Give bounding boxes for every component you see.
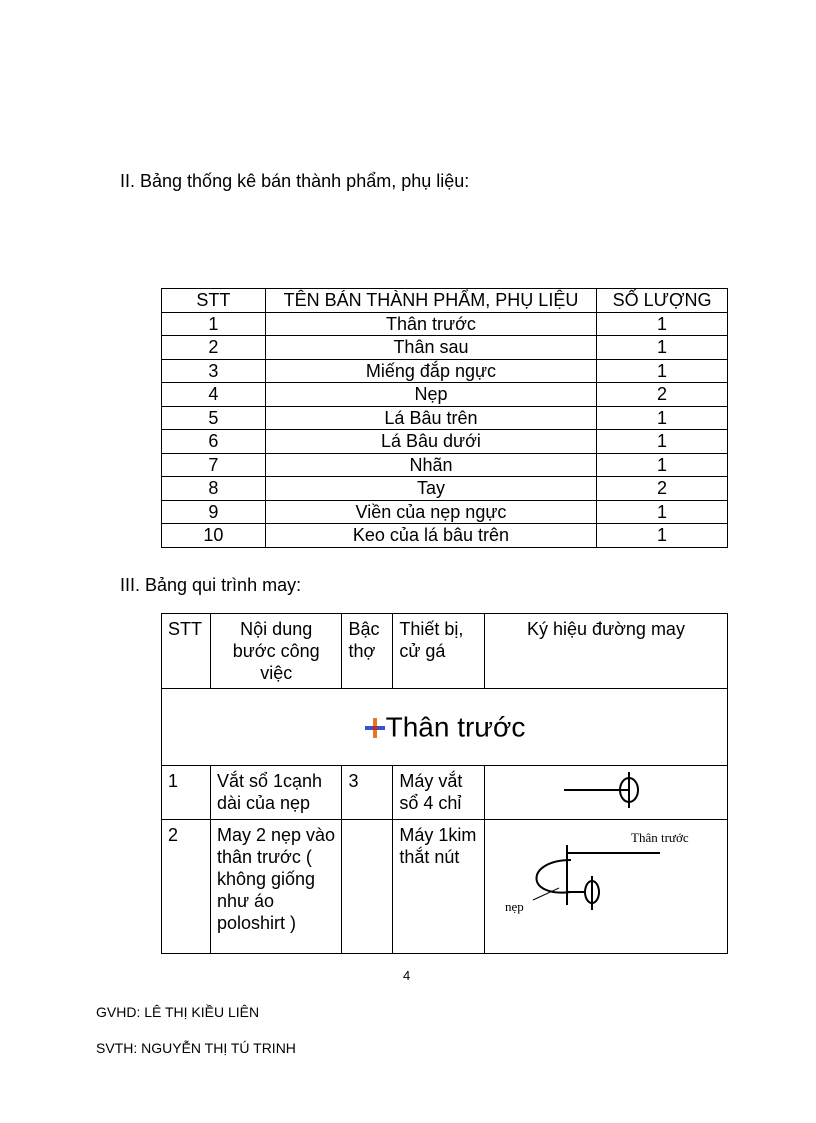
cell-qty: 1 <box>597 500 728 524</box>
cell-symbol <box>484 820 727 954</box>
bullet-icon <box>364 717 386 739</box>
table-row <box>162 359 728 383</box>
cell-qty: 1 <box>597 430 728 454</box>
header-name: TÊN BÁN THÀNH PHẨM, PHỤ LIỆU <box>265 289 596 313</box>
table-row <box>162 453 728 477</box>
header-stt: STT <box>162 614 211 689</box>
cell-name: Keo của lá bâu trên <box>265 524 596 548</box>
table-row <box>162 766 728 820</box>
table-row <box>162 383 728 407</box>
cell-stt: 3 <box>162 359 266 383</box>
header-content: Nội dung bước công việc <box>210 614 341 689</box>
group-row <box>162 689 728 766</box>
table-row <box>162 524 728 548</box>
seam-diagram <box>485 820 725 950</box>
table-row <box>162 336 728 360</box>
cell-symbol <box>484 766 727 820</box>
cell-qty: 2 <box>597 477 728 501</box>
cell-name: Nhãn <box>265 453 596 477</box>
cell-stt: 5 <box>162 406 266 430</box>
cell-qty: 2 <box>597 383 728 407</box>
table-row <box>162 477 728 501</box>
cell-name: Lá Bâu dưới <box>265 430 596 454</box>
cell-stt: 7 <box>162 453 266 477</box>
header-symbol: Ký hiệu đường may <box>484 614 727 689</box>
cell-stt: 6 <box>162 430 266 454</box>
header-qty: SỐ LƯỢNG <box>597 289 728 313</box>
cell-qty: 1 <box>597 406 728 430</box>
cell-qty: 1 <box>597 312 728 336</box>
cell-stt: 9 <box>162 500 266 524</box>
cell-grade <box>342 820 393 954</box>
table-row <box>162 406 728 430</box>
cell-stt: 8 <box>162 477 266 501</box>
cell-stt: 10 <box>162 524 266 548</box>
section-3-heading: III. Bảng qui trình may: <box>120 575 302 595</box>
cell-stt: 1 <box>162 766 211 820</box>
overlock-stitch-symbol <box>491 770 721 810</box>
table-header-row <box>162 289 728 313</box>
table-row <box>162 820 728 954</box>
group-title: Thân trước <box>385 711 526 743</box>
table-row <box>162 430 728 454</box>
sewing-process-table <box>161 613 728 954</box>
table-row <box>162 312 728 336</box>
semi-product-table <box>161 288 728 548</box>
cell-name: Miếng đắp ngực <box>265 359 596 383</box>
group-cell <box>162 689 728 766</box>
header-grade: Bậc thợ <box>342 614 393 689</box>
page-number: 4 <box>403 968 411 983</box>
cell-name: Nẹp <box>265 383 596 407</box>
cell-qty: 1 <box>597 336 728 360</box>
cell-qty: 1 <box>597 359 728 383</box>
label-nep: nẹp <box>504 899 524 914</box>
cell-name: Thân trước <box>265 312 596 336</box>
label-than-truoc: Thân trước <box>630 830 689 845</box>
table-header-row <box>162 614 728 689</box>
cell-name: Lá Bâu trên <box>265 406 596 430</box>
footer-student: SVTH: NGUYỄN THỊ TÚ TRINH <box>96 1040 296 1056</box>
cell-equipment: Máy 1kim thắt nút <box>393 820 485 954</box>
cell-content: May 2 nẹp vào thân trước ( không giống như áo poloshirt ) <box>210 820 341 954</box>
cell-qty: 1 <box>597 453 728 477</box>
table-row <box>162 500 728 524</box>
cell-name: Thân sau <box>265 336 596 360</box>
cell-stt: 4 <box>162 383 266 407</box>
cell-name: Viền của nẹp ngực <box>265 500 596 524</box>
cell-grade: 3 <box>342 766 393 820</box>
cell-qty: 1 <box>597 524 728 548</box>
section-2-heading: II. Bảng thống kê bán thành phẩm, phụ liệu: <box>120 171 470 191</box>
header-stt: STT <box>162 289 266 313</box>
footer-instructor: GVHD: LÊ THỊ KIỀU LIÊN <box>96 1004 260 1020</box>
cell-stt: 2 <box>162 820 211 954</box>
cell-stt: 1 <box>162 312 266 336</box>
cell-content: Vắt sổ 1cạnh dài của nẹp <box>210 766 341 820</box>
cell-equipment: Máy vắt sổ 4 chỉ <box>393 766 485 820</box>
cell-name: Tay <box>265 477 596 501</box>
header-equipment: Thiết bị, cử gá <box>393 614 485 689</box>
cell-stt: 2 <box>162 336 266 360</box>
